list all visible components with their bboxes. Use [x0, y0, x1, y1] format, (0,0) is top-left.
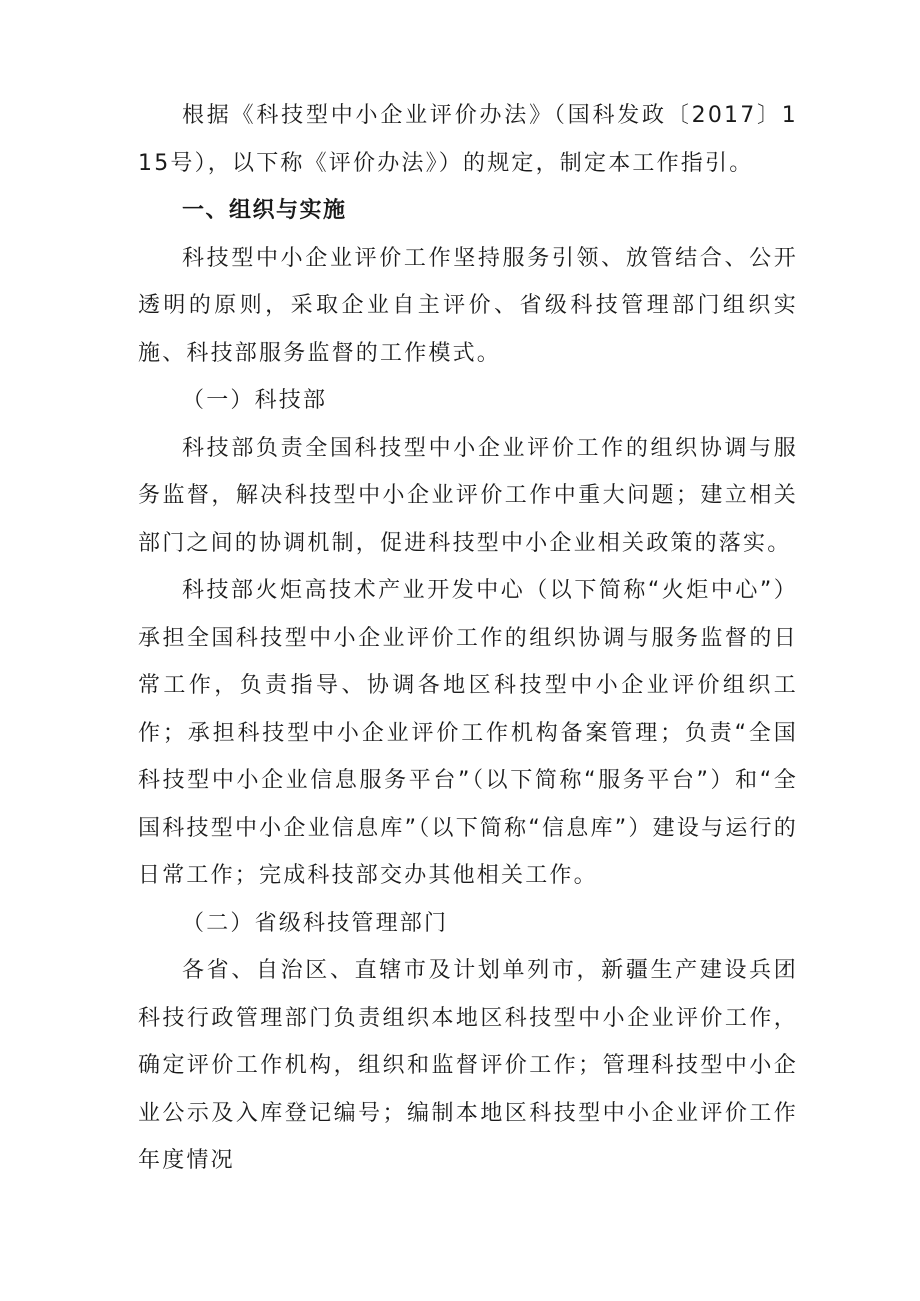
section-paragraph-principles: 科技型中小企业评价工作坚持服务引领、放管结合、公开透明的原则，采取企业自主评价、省级科技管理部门组织实施、科技部服务监督的工作模式。	[138, 245, 798, 366]
ministry-paragraph-2: 科技部火炬高技术产业开发中心（以下简称“火炬中心”）承担全国科技型中小企业评价工作的组织协调与服务监督的日常工作，负责指导、协调各地区科技型中小企业评价组织工作；承担科技型中小企业评价工作机构备案管理；负责“全国科技型中小企业信息服务平台”（以下简称“服务平台”）和“全国科技型中小企业信息库”（以下简称“信息库”）建设与运行的日常工作；完成科技部交办其他相关工作。	[138, 578, 798, 888]
intro-paragraph: 根据《科技型中小企业评价办法》（国科发政〔2017〕115号），以下称《评价办法》）的规定，制定本工作指引。	[138, 103, 798, 176]
subsection-heading-provincial: （二）省级科技管理部门	[182, 910, 449, 936]
ministry-paragraph-1: 科技部负责全国科技型中小企业评价工作的组织协调与服务监督，解决科技型中小企业评价工作中重大问题；建立相关部门之间的协调机制，促进科技型中小企业相关政策的落实。	[138, 435, 798, 556]
document-body	[138, 92, 798, 1185]
section-heading-organization: 一、组织与实施	[182, 198, 347, 223]
subsection-heading-ministry: （一）科技部	[182, 388, 328, 413]
provincial-paragraph-1: 各省、自治区、直辖市及计划单列市，新疆生产建设兵团科技行政管理部门负责组织本地区科技型中小企业评价工作，确定评价工作机构，组织和监督评价工作；管理科技型中小企业公示及入库登记编号；编制本地区科技型中小企业评价工作年度情况	[138, 958, 798, 1173]
